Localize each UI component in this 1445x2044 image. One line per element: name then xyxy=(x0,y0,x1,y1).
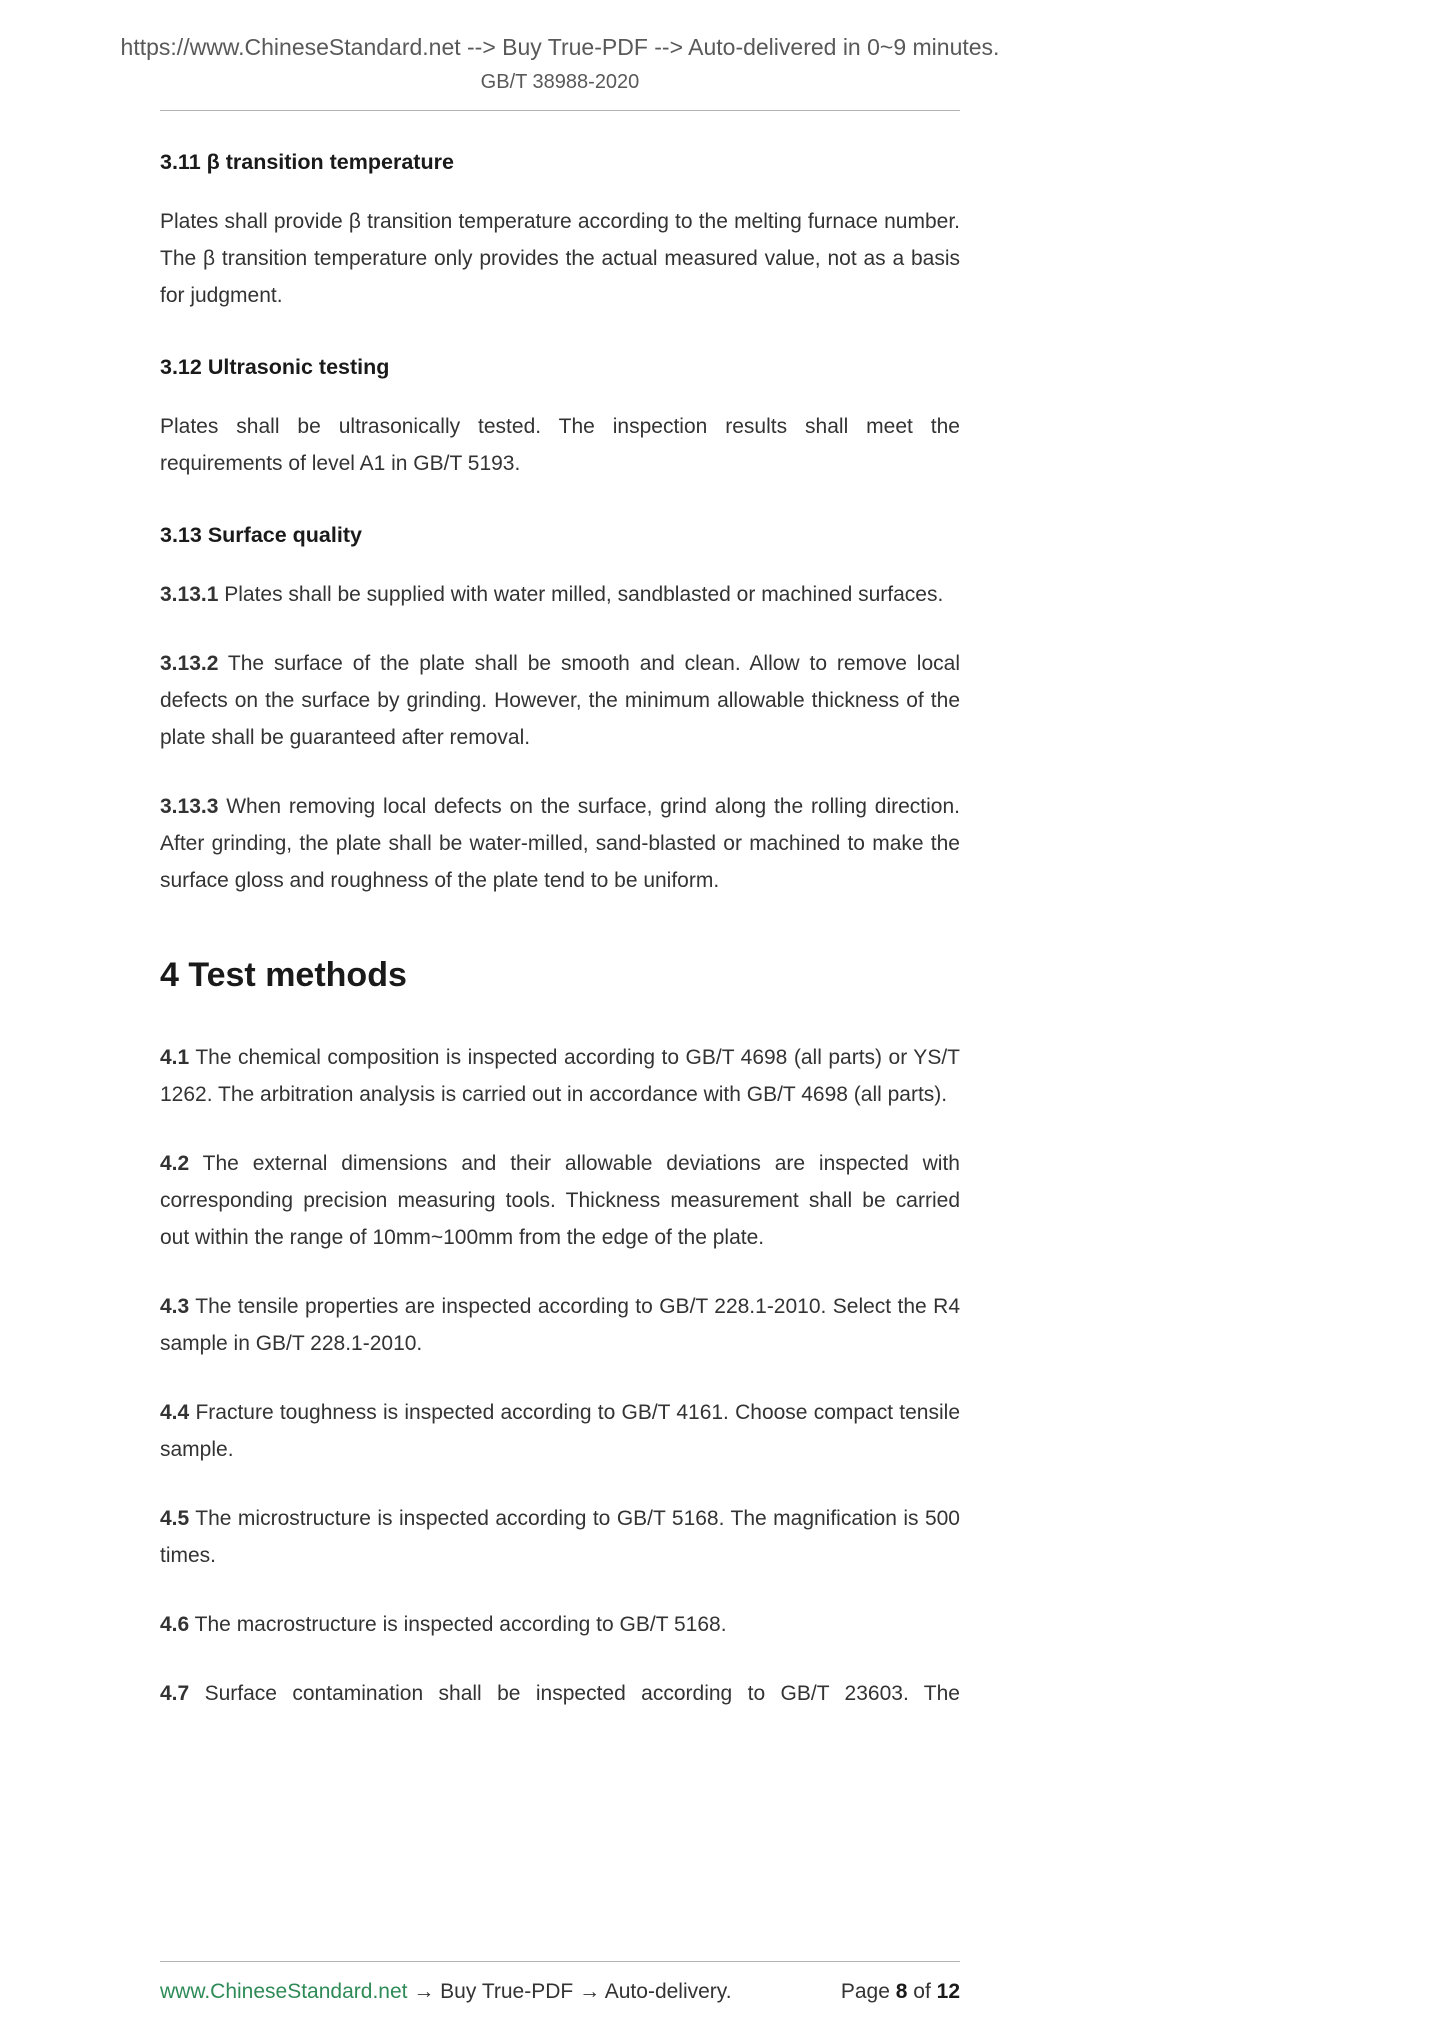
standard-code: GB/T 38988-2020 xyxy=(480,71,640,93)
chapter-heading-4: 4 Test methods xyxy=(160,956,407,994)
footer-site-link[interactable]: www.ChineseStandard.net xyxy=(160,1980,408,2003)
paragraph xyxy=(160,576,960,613)
page-header xyxy=(120,34,1000,94)
footer-branding xyxy=(160,1980,732,2004)
paragraph-text: Plates shall be supplied with water milled, sandblasted or machined surfaces. xyxy=(224,583,944,606)
paragraph-text: Plates shall be ultrasonically tested. The inspection results shall meet the requirements of level A1 in GB/T 5193. xyxy=(160,415,960,475)
paragraph-text: The microstructure is inspected according to GB/T 5168. The magnification is 500 times. xyxy=(160,1507,960,1567)
paragraph-text: Plates shall provide β transition temperature according to the melting furnace number. The β transition temperature only provides the actual measured value, not as a basis for judgment. xyxy=(160,210,960,307)
paragraph xyxy=(160,203,960,314)
clause-number: 4.1 xyxy=(160,1046,190,1069)
paragraph xyxy=(160,1500,960,1574)
clause-number: 4.5 xyxy=(160,1507,190,1530)
paragraph-text: The tensile properties are inspected according to GB/T 228.1-2010. Select the R4 sample in GB/T 228.1-2010. xyxy=(160,1295,960,1355)
paragraph xyxy=(160,1288,960,1362)
header-banner: https://www.ChineseStandard.net --> Buy True-PDF --> Auto-delivered in 0~9 minutes. xyxy=(120,34,1000,60)
clause-number: 4.4 xyxy=(160,1401,190,1424)
clause-number: 4.7 xyxy=(160,1682,190,1705)
page-number-indicator xyxy=(841,1980,960,2004)
section-heading-3-11: 3.11 β transition temperature xyxy=(160,150,454,174)
footer-delivery-text: Auto-delivery. xyxy=(604,1980,732,2003)
section-heading-3-12: 3.12 Ultrasonic testing xyxy=(160,355,390,379)
paragraph xyxy=(160,408,960,482)
footer-row xyxy=(160,1980,960,2004)
paragraph-text: When removing local defects on the surface, grind along the rolling direction. After grinding, the plate shall be water-milled, sand-blasted or machined to make the surface gloss and roughness of the plate tend to be uniform. xyxy=(160,795,960,892)
paragraph-text: The external dimensions and their allowable deviations are inspected with corresponding precision measuring tools. Thickness measurement shall be carried out within the range of 10mm~100mm from the edge of the plate. xyxy=(160,1152,960,1249)
page-label: Page xyxy=(840,1980,890,2003)
arrow-right-icon: → xyxy=(413,1980,435,2003)
paragraph-text: The macrostructure is inspected according to GB/T 5168. xyxy=(194,1613,727,1636)
paragraph-text: Surface contamination shall be inspected according to GB/T 23603. The xyxy=(204,1682,960,1705)
footer-buy-text: Buy True-PDF xyxy=(440,1980,574,2003)
paragraph xyxy=(160,788,960,899)
paragraph xyxy=(160,1606,960,1643)
paragraph xyxy=(160,1394,960,1468)
document-body xyxy=(160,111,960,1744)
clause-number: 3.13.1 xyxy=(160,583,219,606)
footer-divider xyxy=(160,1961,960,1962)
paragraph xyxy=(160,1145,960,1256)
paragraph xyxy=(160,1675,960,1712)
current-page-number: 8 xyxy=(895,1980,908,2003)
paragraph xyxy=(160,645,960,756)
page-footer xyxy=(160,1961,960,2004)
total-page-number: 12 xyxy=(936,1980,960,2003)
arrow-right-icon: → xyxy=(579,1980,601,2003)
paragraph-text: The chemical composition is inspected according to GB/T 4698 (all parts) or YS/T 1262. The arbitration analysis is carried out in accordance with GB/T 4698 (all parts). xyxy=(160,1046,960,1106)
clause-number: 4.6 xyxy=(160,1613,190,1636)
of-label: of xyxy=(913,1980,931,2003)
clause-number: 3.13.2 xyxy=(160,652,219,675)
clause-number: 4.3 xyxy=(160,1295,190,1318)
paragraph xyxy=(160,1039,960,1113)
paragraph-text: Fracture toughness is inspected according to GB/T 4161. Choose compact tensile sample. xyxy=(160,1401,960,1461)
paragraph-text: The surface of the plate shall be smooth and clean. Allow to remove local defects on the surface by grinding. However, the minimum allowable thickness of the plate shall be guaranteed after removal. xyxy=(160,652,960,749)
clause-number: 3.13.3 xyxy=(160,795,219,818)
clause-number: 4.2 xyxy=(160,1152,190,1175)
section-heading-3-13: 3.13 Surface quality xyxy=(160,523,362,547)
